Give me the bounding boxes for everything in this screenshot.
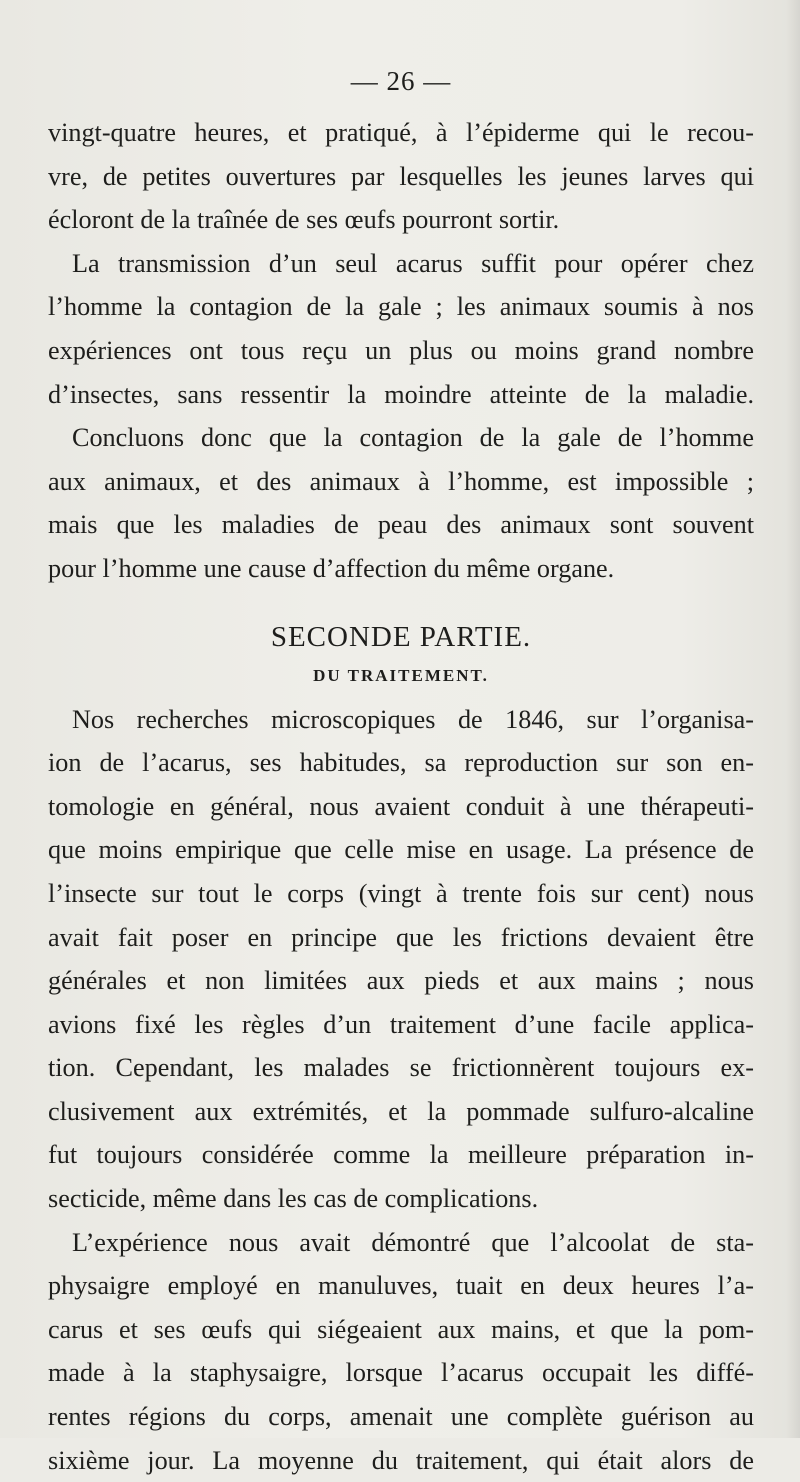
part-heading: SECONDE PARTIE. bbox=[270, 620, 532, 653]
paragraph-5 bbox=[48, 1221, 754, 1482]
page-edge-shadow bbox=[786, 0, 800, 1438]
text-line: l’homme la contagion de la gale ; les animaux soumis à nos bbox=[48, 292, 754, 322]
text-line: expériences ont tous reçu un plus ou moins grand nombre bbox=[48, 335, 754, 365]
text-line: rentes régions du corps, amenait une complète guérison au bbox=[48, 1402, 754, 1432]
text-line: tomologie en général, nous avaient conduit à une thérapeuti- bbox=[48, 791, 754, 821]
text-line: pour l’homme une cause d’affection du même organe. bbox=[48, 553, 615, 583]
text-line: avions fixé les règles d’un traitement d’une facile applica- bbox=[48, 1009, 754, 1039]
text-line: ion de l’acarus, ses habitudes, sa reproduction sur son en- bbox=[48, 748, 754, 778]
text-line: Concluons donc que la contagion de la gale de l’homme bbox=[72, 423, 754, 453]
text-line: que moins empirique que celle mise en usage. La présence de bbox=[48, 835, 754, 865]
section-subheading: DU TRAITEMENT. bbox=[313, 665, 489, 685]
text-line: physaigre employé en manuluves, tuait en deux heures l’a- bbox=[48, 1271, 754, 1301]
text-line: sixième jour. La moyenne du traitement, qui était alors de bbox=[48, 1445, 754, 1475]
text-line: aux animaux, et des animaux à l’homme, est impossible ; bbox=[48, 466, 754, 496]
text-line: La transmission d’un seul acarus suffit pour opérer chez bbox=[72, 248, 754, 278]
text-line: mais que les maladies de peau des animaux sont souvent bbox=[48, 510, 754, 540]
paragraph-3 bbox=[48, 416, 754, 590]
text-line: fut toujours considérée comme la meilleure préparation in- bbox=[48, 1140, 754, 1170]
paragraph-2 bbox=[48, 242, 754, 416]
text-line: d’insectes, sans ressentir la moindre atteinte de la maladie. bbox=[48, 379, 754, 409]
text-line: Nos recherches microscopiques de 1846, sur l’organisa- bbox=[72, 704, 754, 734]
text-line: avait fait poser en principe que les frictions devaient être bbox=[48, 922, 754, 952]
text-line: vre, de petites ouvertures par lesquelles les jeunes larves qui bbox=[48, 161, 754, 191]
page-number: — 26 — bbox=[350, 66, 452, 96]
text-line: vingt-quatre heures, et pratiqué, à l’épiderme qui le recou- bbox=[48, 118, 754, 147]
text-line: carus et ses œufs qui siégeaient aux mains, et que la pom- bbox=[48, 1314, 754, 1344]
text-line: l’insecte sur tout le corps (vingt à trente fois sur cent) nous bbox=[48, 878, 754, 908]
text-line: clusivement aux extrémités, et la pommade sulfuro-alcaline bbox=[48, 1096, 754, 1126]
text-line: tion. Cependant, les malades se frictionnèrent toujours ex- bbox=[48, 1053, 754, 1083]
text-line: générales et non limitées aux pieds et aux mains ; nous bbox=[48, 966, 754, 996]
text-line: secticide, même dans les cas de complications. bbox=[48, 1184, 539, 1214]
text-line: écloront de la traînée de ses œufs pourront sortir. bbox=[48, 205, 560, 235]
paragraph-1 bbox=[48, 111, 754, 242]
paragraph-4 bbox=[48, 698, 754, 1221]
text-line: L’expérience nous avait démontré que l’alcoolat de sta- bbox=[72, 1227, 754, 1257]
text-line: made à la staphysaigre, lorsque l’acarus occupait les diffé- bbox=[48, 1358, 754, 1388]
